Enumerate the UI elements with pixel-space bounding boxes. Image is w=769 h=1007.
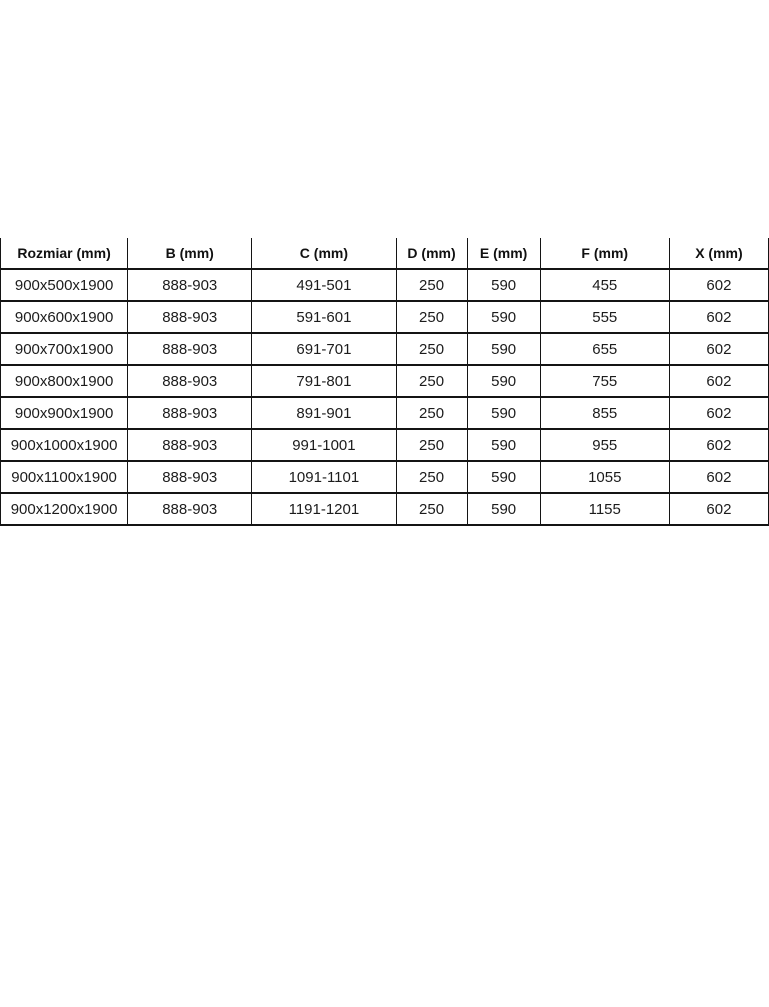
- table-cell: 900x600x1900: [1, 301, 128, 333]
- table-cell: 250: [396, 493, 467, 525]
- table-cell: 590: [467, 493, 540, 525]
- table-cell: 590: [467, 365, 540, 397]
- table-cell: 888-903: [128, 397, 252, 429]
- table-header: [1, 238, 769, 269]
- table-cell: 888-903: [128, 301, 252, 333]
- table-cell: 602: [669, 301, 768, 333]
- column-header-d: D (mm): [396, 238, 467, 269]
- table-cell: 900x500x1900: [1, 269, 128, 301]
- dimension-spec-table-container: [0, 238, 769, 526]
- table-cell: 590: [467, 397, 540, 429]
- table-cell: 900x1100x1900: [1, 461, 128, 493]
- table-cell: 1091-1101: [252, 461, 396, 493]
- table-cell: 555: [540, 301, 669, 333]
- table-cell: 602: [669, 397, 768, 429]
- table-cell: 888-903: [128, 365, 252, 397]
- table-cell: 602: [669, 269, 768, 301]
- table-cell: 888-903: [128, 333, 252, 365]
- table-cell: 250: [396, 365, 467, 397]
- table-cell: 855: [540, 397, 669, 429]
- table-cell: 1055: [540, 461, 669, 493]
- table-cell: 590: [467, 461, 540, 493]
- table-cell: 900x700x1900: [1, 333, 128, 365]
- table-row: [1, 269, 769, 301]
- table-cell: 900x900x1900: [1, 397, 128, 429]
- table-cell: 590: [467, 429, 540, 461]
- table-cell: 602: [669, 333, 768, 365]
- table-cell: 590: [467, 301, 540, 333]
- table-cell: 791-801: [252, 365, 396, 397]
- table-cell: 691-701: [252, 333, 396, 365]
- table-header-row: [1, 238, 769, 269]
- table-cell: 888-903: [128, 461, 252, 493]
- table-row: [1, 429, 769, 461]
- table-body: [1, 269, 769, 525]
- table-cell: 655: [540, 333, 669, 365]
- table-cell: 1155: [540, 493, 669, 525]
- dimension-spec-table: [0, 238, 769, 526]
- column-header-b: B (mm): [128, 238, 252, 269]
- table-cell: 900x1200x1900: [1, 493, 128, 525]
- column-header-e: E (mm): [467, 238, 540, 269]
- table-cell: 602: [669, 429, 768, 461]
- table-cell: 590: [467, 269, 540, 301]
- table-cell: 888-903: [128, 269, 252, 301]
- table-row: [1, 301, 769, 333]
- table-cell: 590: [467, 333, 540, 365]
- table-cell: 891-901: [252, 397, 396, 429]
- table-row: [1, 365, 769, 397]
- table-cell: 602: [669, 461, 768, 493]
- table-cell: 755: [540, 365, 669, 397]
- table-cell: 888-903: [128, 493, 252, 525]
- table-row: [1, 397, 769, 429]
- table-cell: 888-903: [128, 429, 252, 461]
- table-cell: 250: [396, 397, 467, 429]
- table-row: [1, 461, 769, 493]
- column-header-rozmiar: Rozmiar (mm): [1, 238, 128, 269]
- table-cell: 1191-1201: [252, 493, 396, 525]
- table-cell: 900x800x1900: [1, 365, 128, 397]
- table-cell: 491-501: [252, 269, 396, 301]
- column-header-x: X (mm): [669, 238, 768, 269]
- table-cell: 591-601: [252, 301, 396, 333]
- table-cell: 900x1000x1900: [1, 429, 128, 461]
- table-cell: 455: [540, 269, 669, 301]
- table-cell: 955: [540, 429, 669, 461]
- table-cell: 250: [396, 301, 467, 333]
- table-row: [1, 493, 769, 525]
- table-row: [1, 333, 769, 365]
- table-cell: 250: [396, 461, 467, 493]
- column-header-c: C (mm): [252, 238, 396, 269]
- table-cell: 250: [396, 429, 467, 461]
- table-cell: 991-1001: [252, 429, 396, 461]
- table-cell: 602: [669, 365, 768, 397]
- table-cell: 250: [396, 269, 467, 301]
- table-cell: 602: [669, 493, 768, 525]
- column-header-f: F (mm): [540, 238, 669, 269]
- table-cell: 250: [396, 333, 467, 365]
